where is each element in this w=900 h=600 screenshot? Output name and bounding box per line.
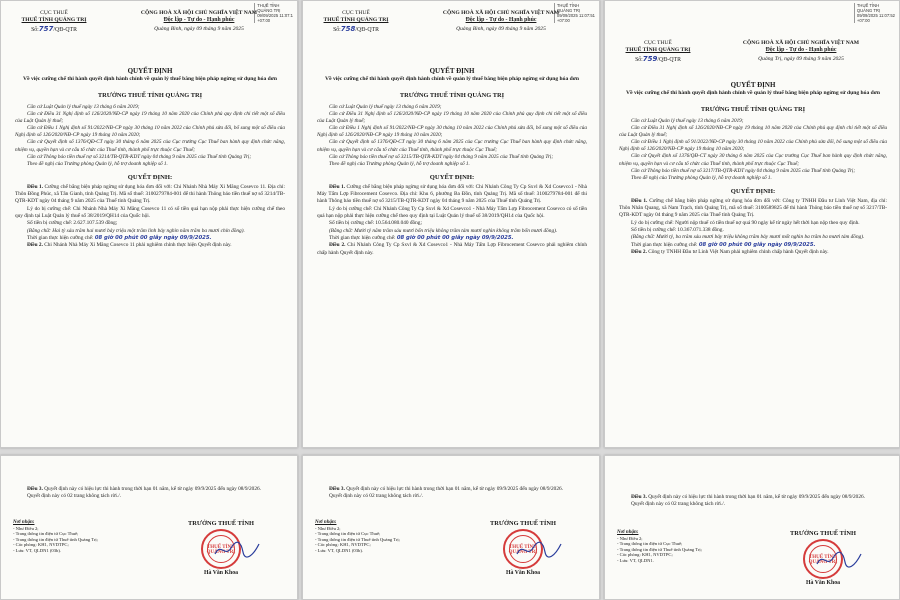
signer-name: Hà Văn Khoa [203, 570, 239, 576]
basis-decree: Căn cứ Điều 31 Nghị định số 126/2020/NĐ-CP ngày 19 tháng 10 năm 2020 của Chính phủ quy định chi tiết một số điều của Luật Quản lý thuế; [619, 125, 887, 139]
number-prefix: Số: [31, 27, 39, 33]
articles [15, 184, 285, 250]
number-suffix: /QĐ-QTR [355, 27, 379, 33]
signature-scribble [815, 550, 863, 570]
issuing-agency: THUẾ TỈNH QUẢNG TRỊ [323, 17, 389, 23]
document-body [317, 63, 587, 257]
document-body [15, 63, 285, 250]
parent-agency: CỤC THUẾ [342, 10, 370, 16]
document-subject: Về việc cưỡng chế thi hành quyết định hành chính về quản lý thuế bằng biện pháp ngừng sử dụng hóa đơn [23, 76, 277, 82]
articles-continued [15, 486, 285, 501]
issuing-agency-block [311, 10, 401, 35]
number-prefix: Số: [635, 57, 643, 63]
recipient-item: - Như Điều 2; [617, 535, 643, 541]
signature-area [13, 520, 287, 598]
basis-proposal: Theo đề nghị của Trưởng phòng Quản lý, hỗ trợ doanh nghiệp số 1. [329, 160, 470, 167]
national-heading [109, 10, 289, 34]
stamp-line: 09/09/2025 11:07:51 [556, 13, 595, 18]
article-1-text: Cưỡng chế bằng biện pháp ngừng sử dụng hóa đơn đối với: Chi Nhánh Công Ty Cp Sxvl & Xd Cosevco1 - Nhà Máy Tấm Lợp Fibrocement Cosevco. Địa chỉ: Khu 6, phường Ba Đồn, tỉnh Quảng Trị. Mã số thuế: 3100279784-001 để thi hành Thông báo tiền thuế nợ số 3215/TB-QTR-KDT ngày 04 tháng 9 năm 2025 của Thuế tỉnh Quảng Trị. [317, 183, 588, 205]
copies-note: Quyết định này có 02 trang không tách rời./. [329, 493, 424, 500]
signer-name: Hà Văn Khoa [505, 570, 541, 576]
recipient-item: - Trang thông tin điện tử Cục Thuế; [617, 541, 683, 547]
decision-page-758-top [302, 0, 600, 448]
basis-function: Căn cứ Quyết định số 1376/QĐ-CT ngày 30 tháng 6 năm 2025 của Cục trưởng Cục Thuế ban hành quy định chức năng, nhiệm vụ, quyền hạn và cơ cấu tổ chức của Thuế tỉnh, thành phố trực thuộc Cục Thuế; [619, 153, 887, 167]
recipients-label: Nơi nhận: [13, 520, 35, 525]
enforcement-amount: Số tiền bị cưỡng chế: 10.564.080.040 đồng; [329, 220, 422, 227]
enforcement-reason: Lý do bị cưỡng chế: Chi Nhánh Nhà Máy Xi Măng Cosevco 11 có số tiền quá hạn nộp phải thực hiện cưỡng chế theo quy định tại Luật Quản lý thuế số 38/2019/QH14 của Quốc hội. [15, 205, 285, 220]
stamp-line: QUẢNG TRỊ [257, 8, 281, 13]
signer-name: Hà Văn Khoa [805, 580, 841, 586]
recipient-item: - Trang thông tin điện tử Cục Thuế; [13, 531, 79, 537]
time-label: Thời gian thực hiện cưỡng chế: [631, 241, 698, 248]
legal-basis [317, 104, 587, 168]
basis-function: Căn cứ Quyết định số 1376/QĐ-CT ngày 30 tháng 6 năm 2025 của Cục trưởng Cục Thuế ban hành quy định chức năng, nhiệm vụ, quyền hạn và cơ cấu tổ chức của Thuế tỉnh, thành phố trực thuộc Cục Thuế; [15, 139, 285, 153]
article-1-label: Điều 1. [27, 183, 44, 190]
article-1-text: Cưỡng chế bằng biện pháp ngừng sử dụng hóa đơn đối với: Công ty TNHH Đầu tư Linh Việt Nam, địa chỉ: Thôn Nhân Quang, xã Nam Trạch, tỉnh Quảng Trị, mã số thuế: 3100589825 để thi hành Thông báo tiền thuế nợ số 3217/TB-QTR-KDT ngày 04 tháng 9 năm 2025 của Thuế tỉnh Quảng Trị. [619, 197, 887, 219]
recipient-item: - Trang thông tin điện tử Thuế tỉnh Quảng Trị; [315, 536, 400, 542]
signature-scribble [213, 540, 261, 560]
basis-function: Căn cứ Quyết định số 1376/QĐ-CT ngày 30 tháng 6 năm 2025 của Cục trưởng Cục Thuế ban hành quy định chức năng, nhiệm vụ, quyền hạn và cơ cấu tổ chức của Thuế tỉnh, thành phố trực thuộc Cục Thuế; [317, 139, 587, 153]
recipient-item: - Trang thông tin điện tử Thuế tỉnh Quảng Trị; [617, 546, 702, 552]
recipient-item: - Trang thông tin điện tử Cục Thuế; [315, 531, 381, 537]
handwritten-number: 757 [38, 25, 54, 33]
article-1 [15, 184, 285, 206]
document-number [9, 25, 99, 35]
basis-proposal: Theo đề nghị của Trưởng phòng Quản lý, hỗ trợ doanh nghiệp số 1. [631, 174, 772, 181]
seal-text: THUẾ TỈNH QUẢNG TRỊ [206, 545, 236, 555]
time-label: Thời gian thực hiện cưỡng chế: [27, 234, 94, 241]
enforcement-reason: Lý do bị cưỡng chế: Người nộp thuế có tiền thuế nợ quá 90 ngày kể từ ngày hết thời hạn nộp theo quy định. [631, 219, 860, 226]
article-2 [619, 249, 887, 256]
place-and-date: Quảng Trị, ngày 09 tháng 9 năm 2025 [758, 56, 844, 62]
signature-area [315, 520, 589, 598]
article-2-label: Điều 2. [631, 248, 647, 255]
article-2-text: Công ty TNHH Đầu tư Linh Việt Nam phải nghiêm chỉnh chấp hành Quyết định này. [648, 248, 829, 255]
articles-continued [317, 486, 587, 501]
document-header [9, 10, 289, 54]
nation-name: CỘNG HOÀ XÃ HỘI CHỦ NGHĨA VIỆT NAM [742, 40, 860, 46]
national-motto: Độc lập - Tự do - Hạnh phúc [465, 17, 537, 23]
amount-in-words: (Bằng chữ: Mười tỷ năm trăm sáu mươi bốn triệu không trăm tám mươi nghìn không trăm bốn mươi đồng). [329, 227, 558, 234]
basis-law: Căn cứ Luật Quản lý thuế ngày 13 tháng 6 năm 2019; [631, 118, 744, 124]
recipient-item: - Lưu: VT, QLDN1 (03b). [13, 547, 61, 553]
basis-amendment: Căn cứ Điều 1 Nghị định số 91/2022/NĐ-CP ngày 30 tháng 10 năm 2022 của Chính phủ sửa đổi, bổ sung một số điều của Nghị định số 126/2020/NĐ-CP ngày 19 tháng 10 năm 2020; [317, 125, 587, 139]
document-title: QUYẾT ĐỊNH [429, 67, 475, 75]
decision-page-757-top [0, 0, 298, 448]
recipient-item: - Lưu: VT, QLDN1 (03b). [315, 547, 363, 553]
document-subject: Về việc cưỡng chế thi hành quyết định hành chính về quản lý thuế bằng biện pháp ngừng sử dụng hóa đơn [325, 76, 579, 82]
enforcement-reason: Lý do bị cưỡng chế: Chi Nhánh Công Ty Cp Sxvl & Xd Cosevco1 - Nhà Máy Tấm Lợp Fibrocement Cosevco có số tiền quá hạn nộp phải thực hiện cưỡng chế theo quy định tại Luật Quản lý thuế số 38/2019/QH14 của Quốc hội. [317, 205, 587, 220]
document-body-continued [619, 494, 887, 509]
national-heading [411, 10, 591, 34]
document-title: QUYẾT ĐỊNH [730, 81, 776, 89]
article-1-label: Điều 1. [631, 197, 648, 204]
signature-scribble [515, 540, 563, 560]
copies-note: Quyết định này có 02 trang không tách rời./. [631, 501, 726, 508]
article-1 [317, 184, 587, 206]
articles [317, 184, 587, 257]
issuing-agency-block [9, 10, 99, 35]
place-and-date: Quảng Bình, ngày 09 tháng 9 năm 2025 [456, 26, 546, 32]
recipient-item: - Trang thông tin điện tử Thuế tỉnh Quảng Trị; [13, 536, 98, 542]
decision-page-757-bottom [0, 455, 298, 600]
signature-area [617, 530, 889, 600]
basis-proposal: Theo đề nghị của Trưởng phòng Quản lý, hỗ trợ doanh nghiệp số 1. [27, 160, 168, 167]
number-suffix: /QĐ-QTR [657, 57, 681, 63]
decision-page-759-top [604, 0, 900, 448]
handwritten-number: 759 [642, 55, 658, 63]
enforcement-amount: Số tiền bị cưỡng chế: 2.627.107.539 đồng; [27, 220, 118, 227]
document-body-continued [15, 486, 285, 501]
national-motto: Độc lập - Tự do - Hạnh phúc [163, 17, 235, 23]
document-subject: Về việc cưỡng chế thi hành quyết định hành chính về quản lý thuế bằng biện pháp ngừng sử dụng hóa đơn [626, 90, 880, 96]
national-motto: Độc lập - Tự do - Hạnh phúc [765, 47, 837, 53]
article-2-text: Chi Nhánh Nhà Máy Xi Măng Cosevco 11 phải nghiêm chỉnh thực hiện Quyết định này. [44, 242, 232, 249]
basis-decree: Căn cứ Điều 31 Nghị định số 126/2020/NĐ-CP ngày 19 tháng 10 năm 2020 của Chính phủ quy định chi tiết một số điều của Luật Quản lý thuế; [15, 111, 285, 125]
signer-title: TRƯỞNG THUẾ TỈNH [490, 520, 556, 527]
document-body-continued [317, 486, 587, 501]
decision-page-759-bottom [604, 455, 900, 600]
issuer-title: TRƯỞNG THUẾ TỈNH QUẢNG TRỊ [700, 106, 806, 113]
basis-decree: Căn cứ Điều 31 Nghị định số 126/2020/NĐ-CP ngày 19 tháng 10 năm 2020 của Chính phủ quy định chi tiết một số điều của Luật Quản lý thuế; [317, 111, 587, 125]
issuing-agency: THUẾ TỈNH QUẢNG TRỊ [625, 47, 691, 53]
stamp-line: THUẾ TỈNH [856, 3, 880, 8]
signer-title: TRƯỞNG THUẾ TỈNH [790, 530, 856, 537]
legal-basis [15, 104, 285, 168]
nation-name: CỘNG HOÀ XÃ HỘI CHỦ NGHĨA VIỆT NAM [442, 10, 560, 16]
recipient-item: - Lưu: VT, QLDN1. [617, 557, 654, 563]
document-header [613, 10, 891, 80]
signer-block [463, 520, 583, 577]
basis-amendment: Căn cứ Điều 1 Nghị định số 91/2022/NĐ-CP ngày 30 tháng 10 năm 2022 của Chính phủ sửa đổi, bổ sung một số điều của Nghị định số 126/2020/NĐ-CP ngày 19 tháng 10 năm 2020; [619, 139, 887, 153]
issuing-agency: THUẾ TỈNH QUẢNG TRỊ [21, 17, 87, 23]
article-2-label: Điều 2. [27, 242, 43, 249]
place-and-date: Quảng Bình, ngày 09 tháng 9 năm 2025 [154, 26, 244, 32]
national-heading [711, 40, 891, 64]
stamp-line: +07:00 [556, 18, 570, 23]
recipient-item: - Như Điều 2; [315, 525, 341, 531]
decides-heading: QUYẾT ĐỊNH: [429, 173, 475, 181]
seal-text: THUẾ TỈNH QUẢNG TRỊ [808, 555, 838, 565]
stamp-line: QUẢNG TRỊ [856, 8, 881, 13]
stamp-line: +07:00 [856, 18, 870, 23]
article-3-label: Điều 3. [27, 486, 43, 492]
article-3-label: Điều 3. [329, 486, 345, 492]
basis-amendment: Căn cứ Điều 1 Nghị định số 91/2022/NĐ-CP ngày 30 tháng 10 năm 2022 của Chính phủ sửa đổi, bổ sung một số điều của Nghị định số 126/2020/NĐ-CP ngày 19 tháng 10 năm 2020; [15, 125, 285, 139]
number-suffix: /QĐ-QTR [53, 27, 77, 33]
signer-title: TRƯỞNG THUẾ TỈNH [188, 520, 254, 527]
article-3-text: Quyết định này có hiệu lực thi hành trong thời hạn 01 năm, kể từ ngày 09/9/2025 đến ngày 08/9/2026. [44, 486, 261, 492]
stamp-line: +07:00 [257, 18, 271, 23]
handwritten-number: 758 [340, 25, 356, 33]
time-value: 08 giờ 00 phút 00 giây ngày 09/9/2025. [396, 234, 514, 241]
decides-heading: QUYẾT ĐỊNH: [730, 187, 776, 195]
amount-in-words: (Bằng chữ: Hai tỷ sáu trăm hai mươi bảy triệu một trăm linh bảy nghìn năm trăm ba mươi chín đồng). [27, 227, 245, 234]
decides-heading: QUYẾT ĐỊNH: [127, 173, 173, 181]
recipients-list [315, 520, 425, 554]
recipients-label: Nơi nhận: [617, 530, 639, 535]
articles [619, 198, 887, 256]
document-title: QUYẾT ĐỊNH [127, 67, 173, 75]
issuing-agency-block [613, 40, 703, 65]
basis-law: Căn cứ Luật Quản lý thuế ngày 13 tháng 6 năm 2019; [27, 104, 140, 110]
article-2 [317, 242, 587, 257]
stamp-line: QUẢNG TRỊ [556, 8, 581, 13]
article-3-text: Quyết định này có hiệu lực thi hành trong thời hạn 01 năm, kể từ ngày 09/9/2025 đến ngày 08/9/2026. [648, 494, 865, 500]
copies-note: Quyết định này có 02 trang không tách rời./. [27, 493, 122, 500]
article-2-label: Điều 2. [329, 242, 346, 249]
articles-continued [619, 494, 887, 509]
recipient-item: - Các phòng: KH1, NVDTPC; [315, 542, 371, 548]
basis-debt-notice: Căn cứ Thông báo tiền thuế nợ số 3217/TB-QTR-KDT ngày 04 tháng 9 năm 2025 của Thuế tỉnh Quảng Trị; [631, 167, 856, 174]
basis-law: Căn cứ Luật Quản lý thuế ngày 13 tháng 6 năm 2019; [329, 104, 442, 110]
document-number [613, 55, 703, 65]
signer-block [763, 530, 883, 587]
time-value: 08 giờ 00 phút 00 giây ngày 09/9/2025. [698, 241, 816, 248]
article-1-text: Cưỡng chế bằng biện pháp ngừng sử dụng hóa đơn đối với: Chi Nhánh Nhà Máy Xi Măng Cosevco 11. Địa chỉ: Thôn Đồng Phúc, xã Tân Gianh, tỉnh Quảng Trị. Mã số thuế: 3100279784-001 để thi hành Thông báo tiền thuế nợ số 3214/TB-QTR-KDT ngày 04 tháng 9 năm 2025 của Thuế tỉnh Quảng Trị. [15, 183, 285, 205]
signer-block [161, 520, 281, 577]
document-header [311, 10, 591, 54]
basis-debt-notice: Căn cứ Thông báo tiền thuế nợ số 3215/TB-QTR-KDT ngày 04 tháng 9 năm 2025 của Thuế tỉnh Quảng Trị; [329, 153, 554, 160]
recipients-list [617, 530, 727, 564]
recipients-label: Nơi nhận: [315, 520, 337, 525]
article-1 [619, 198, 887, 220]
recipient-item: - Như Điều 2; [13, 525, 39, 531]
number-prefix: Số: [333, 27, 341, 33]
recipient-item: - Các phòng: KH1, NVDTPC; [617, 552, 673, 558]
basis-debt-notice: Căn cứ Thông báo tiền thuế nợ số 3214/TB-QTR-KDT ngày 04 tháng 9 năm 2025 của Thuế tỉnh Quảng Trị; [27, 153, 252, 160]
recipients-list [13, 520, 123, 554]
recipient-item: - Các phòng: KH1, NVDTPC; [13, 542, 69, 548]
article-3-label: Điều 3. [631, 494, 647, 500]
stamp-line: THUẾ TỈNH [556, 3, 580, 8]
document-body [619, 77, 887, 256]
article-3-text: Quyết định này có hiệu lực thi hành trong thời hạn 01 năm, kể từ ngày 09/9/2025 đến ngày 08/9/2026. [346, 486, 563, 492]
decision-page-758-bottom [302, 455, 600, 600]
amount-in-words: (Bằng chữ: Mười tỷ, ba trăm sáu mươi bảy triệu không trăm bảy mươi mốt nghìn ba trăm ba mươi tám đồng). [631, 234, 865, 241]
time-value: 08 giờ 00 phút 00 giây ngày 09/9/2025. [94, 234, 212, 241]
article-2-text: Chi Nhánh Công Ty Cp Sxvl & Xd Cosevco1 - Nhà Máy Tấm Lợp Fibrocement Cosevco phải nghiêm chỉnh chấp hành Quyết định này. [317, 242, 587, 256]
enforcement-amount: Số tiền bị cưỡng chế: 10.367.071.338 đồng. [631, 227, 724, 234]
issuer-title: TRƯỞNG THUẾ TỈNH QUẢNG TRỊ [399, 92, 505, 99]
article-2 [15, 242, 285, 249]
document-number [311, 25, 401, 35]
seal-text: THUẾ TỈNH QUẢNG TRỊ [508, 545, 538, 555]
parent-agency: CỤC THUẾ [40, 10, 68, 16]
stamp-line: THUẾ TỈNH [257, 3, 280, 8]
legal-basis [619, 118, 887, 182]
stamp-line: 09/09/2025 11:07:52 [856, 13, 895, 18]
nation-name: CỘNG HOÀ XÃ HỘI CHỦ NGHĨA VIỆT NAM [140, 10, 258, 16]
issuer-title: TRƯỞNG THUẾ TỈNH QUẢNG TRỊ [97, 92, 203, 99]
time-label: Thời gian thực hiện cưỡng chế: [329, 234, 396, 241]
enforcement-time [619, 242, 887, 249]
parent-agency: CỤC THUẾ [644, 40, 672, 46]
article-1-label: Điều 1. [329, 183, 346, 190]
stamp-line: 09/09/2025 11:07:1 [257, 13, 293, 18]
